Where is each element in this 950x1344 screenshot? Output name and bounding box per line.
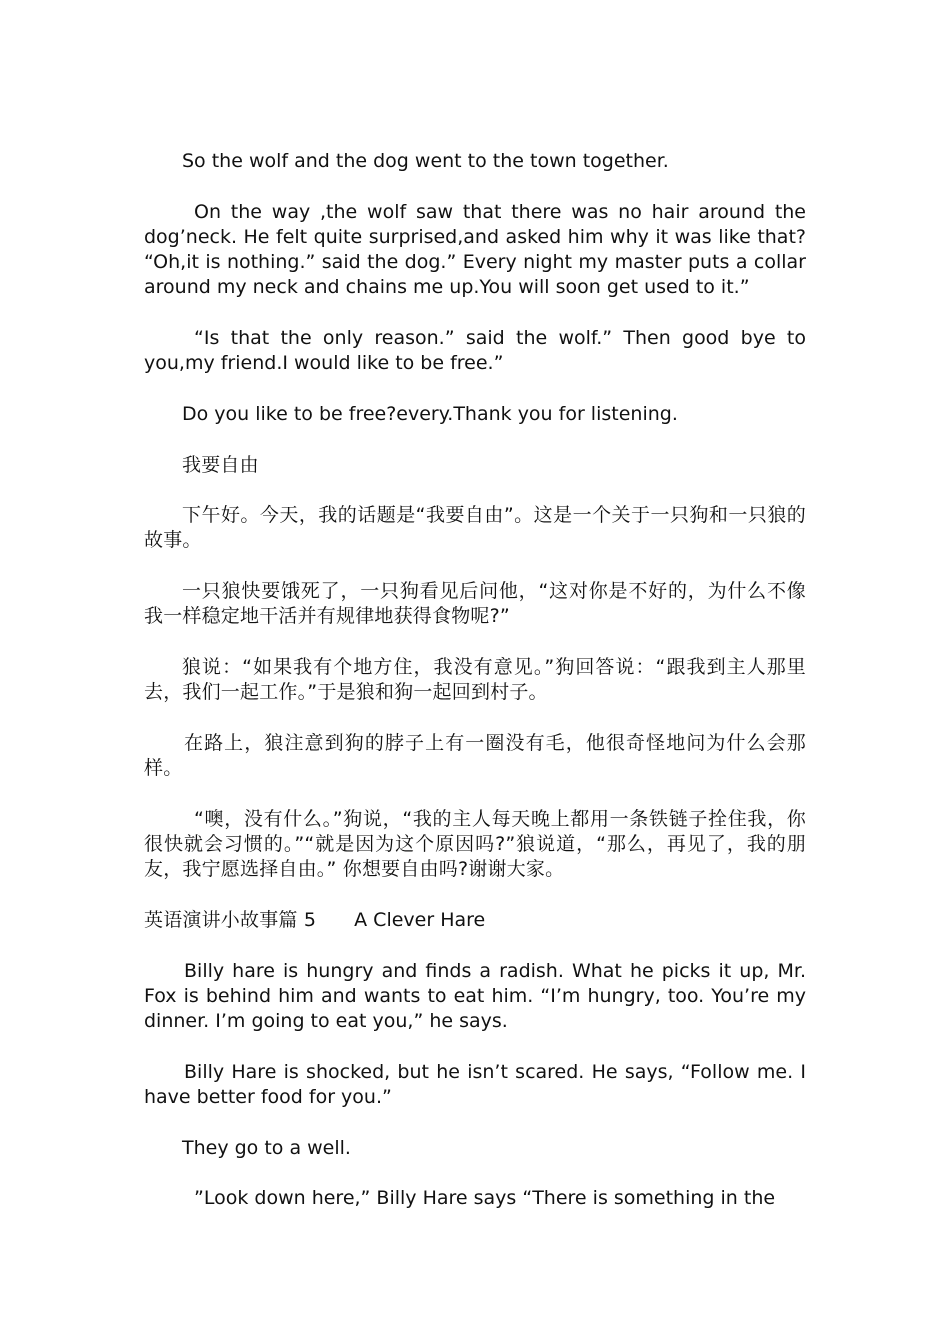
paragraph-cn-wolf-says: 狼说：“如果我有个地方住，我没有意见。”狗回答说：“跟我到主人那里去，我们一起工作。”于是狼和狗一起回到村子。 — [144, 655, 806, 704]
paragraph-cn-title: 我要自由 — [182, 453, 259, 476]
paragraph-like-to-be-free: Do you like to be free?every.Thank you for listening. — [182, 402, 678, 425]
paragraph-look-down: ”Look down here,” Billy Hare says “There is something in the — [194, 1187, 776, 1210]
paragraph-cn-starving-wolf: 一只狼快要饿死了，一只狗看见后问他，“这对你是不好的，为什么不像我一样稳定地干活并有规律地获得食物呢?” — [144, 580, 806, 628]
paragraph-billy-hungry: Billy hare is hungry and finds a radish. What he picks it up, Mr. Fox is behind him and wants to eat him. “I’m hungry, too. You’re my dinner. I’m going to eat you,” he says. — [144, 959, 806, 1033]
section-heading — [144, 908, 806, 933]
document-body — [144, 149, 806, 1237]
paragraph-cn-on-the-road: 在路上，狼注意到狗的脖子上有一圈没有毛，他很奇怪地问为什么会那样。 — [144, 731, 806, 780]
paragraph-on-the-way: On the way ,the wolf saw that there was no hair around the dog’neck. He felt quite surprised,and asked him why it was like that? “Oh,it is nothing.” said the dog.” Every night my master puts a collar around my neck and chains me up.You will soon get used to it.” — [144, 200, 806, 299]
paragraph-go-to-well: They go to a well. — [182, 1136, 351, 1159]
paragraph-cn-dog-replies: “噢，没有什么。”狗说，“我的主人每天晚上都用一条铁链子拴住我，你很快就会习惯的。”“就是因为这个原因吗?”狼说道，“那么，再见了，我的朋友，我宁愿选择自由。” 你想要自由吗?谢谢大家。 — [144, 807, 806, 881]
paragraph-only-reason: “Is that the only reason.” said the wolf.” Then good bye to you,my friend.I would like to be free.” — [144, 327, 806, 375]
paragraph-cn-intro: 下午好。今天，我的话题是“我要自由”。这是一个关于一只狗和一只狼的故事。 — [144, 504, 806, 552]
section-heading-title: A Clever Hare — [354, 908, 486, 931]
paragraph-wolf-dog-town: So the wolf and the dog went to the town together. — [182, 150, 669, 172]
section-heading-label: 英语演讲小故事篇 5 — [144, 908, 317, 931]
paragraph-billy-shocked: Billy Hare is shocked, but he isn’t scared. He says, “Follow me. I have better food for you.” — [144, 1060, 806, 1108]
